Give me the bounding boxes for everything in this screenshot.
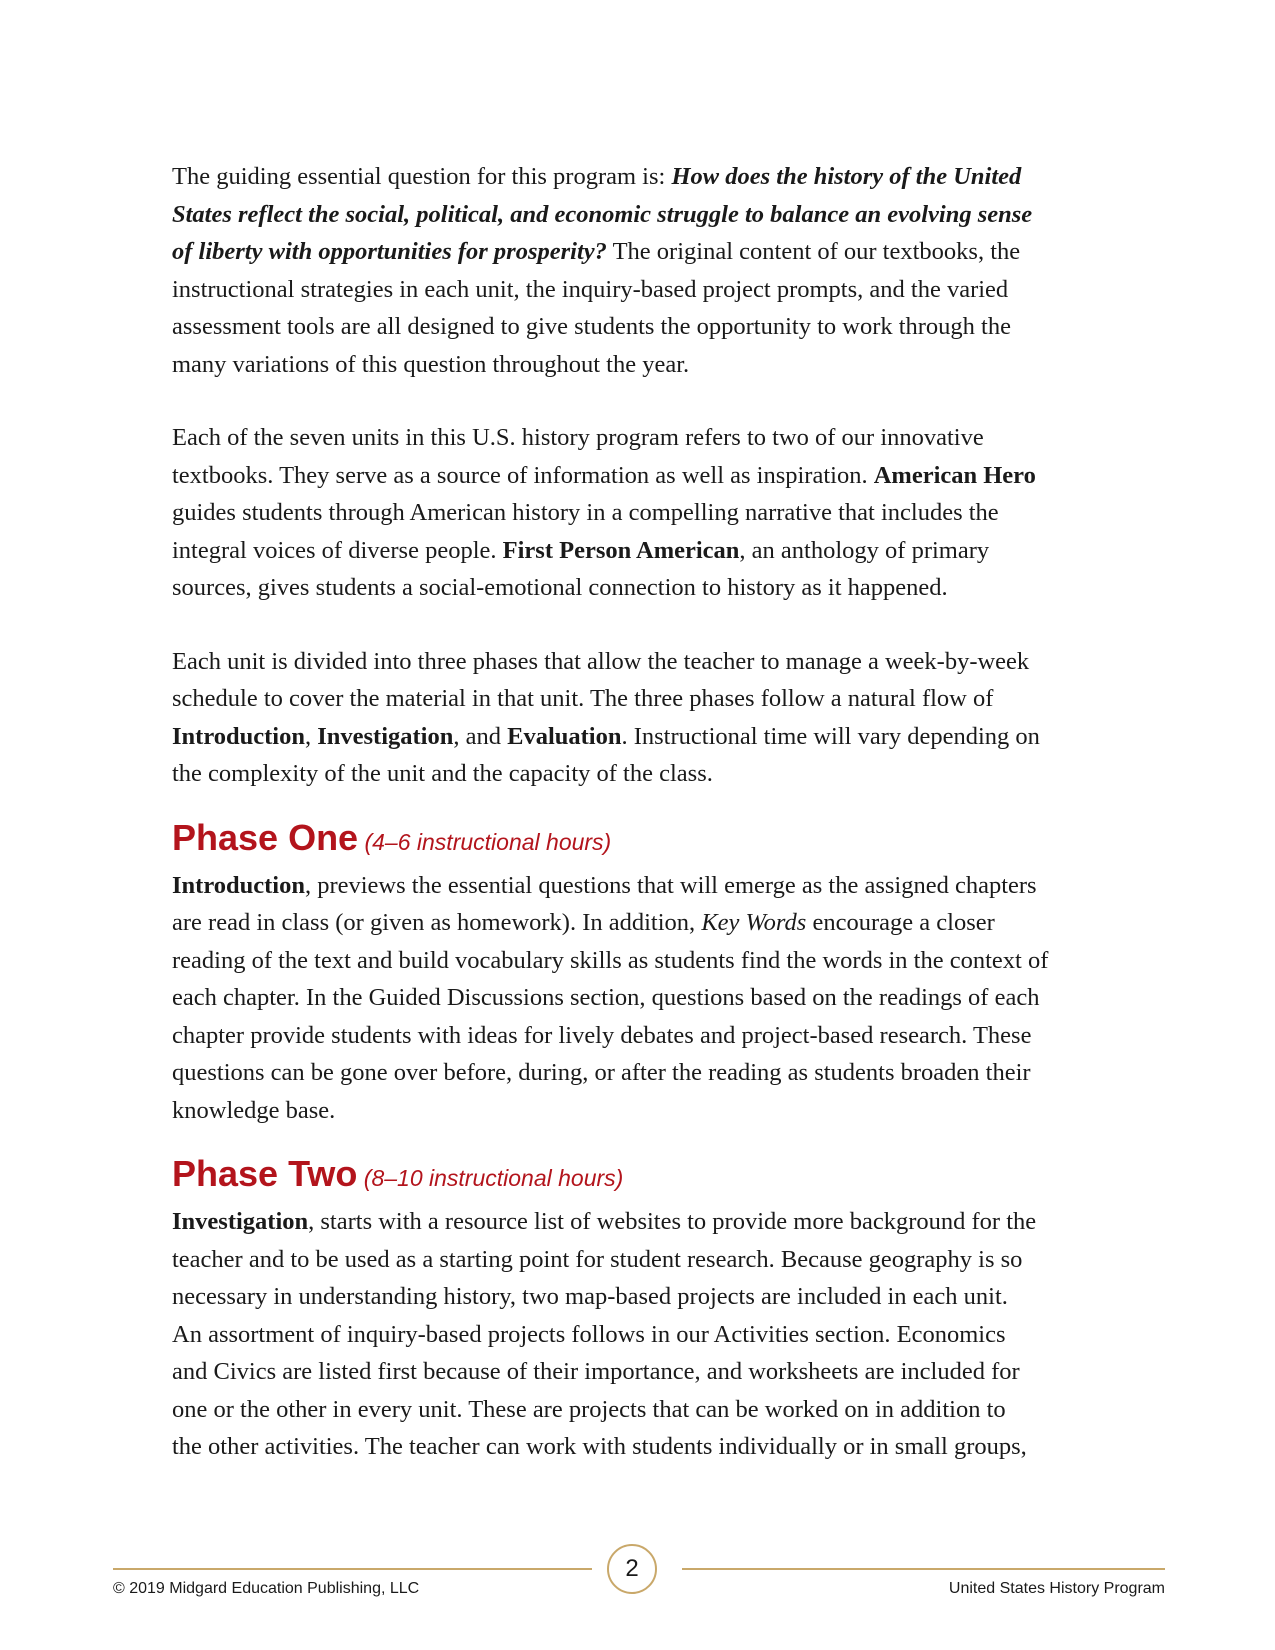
text-line: sources, gives students a social-emotional connection to history as it happened. [172, 574, 948, 601]
phase-name-introduction: Introduction [172, 871, 305, 899]
text-line: Investigation, starts with a resource list of websites to provide more background for the [172, 1208, 1037, 1235]
text-line: integral voices of diverse people. First Person American, an anthology of primary [172, 536, 990, 564]
text-line: Each unit is divided into three phases that allow the teacher to manage a week-by-week [172, 647, 1030, 675]
text-line: each chapter. In the Guided Discussions section, questions based on the readings of each [172, 984, 1040, 1011]
text-line: An assortment of inquiry-based projects follows in our Activities section. Economics [172, 1320, 1006, 1348]
phase-two-heading [172, 1149, 1112, 1199]
text-line: of liberty with opportunities for prosperity? The original content of our textbooks, the [172, 238, 1021, 265]
paragraph-phase-two [172, 1203, 1112, 1466]
text-line: many variations of this question throughout the year. [172, 350, 690, 378]
paragraph-phases [172, 643, 1112, 793]
text-line: knowledge base. [172, 1096, 336, 1124]
text-line: instructional strategies in each unit, the inquiry-based project prompts, and the varied [172, 275, 1009, 303]
text-line: chapter provide students with ideas for lively debates and project-based research. These [172, 1021, 1032, 1049]
paragraph-phase-one [172, 867, 1112, 1130]
text-line: Introduction, Investigation, and Evaluation. Instructional time will vary depending on [172, 722, 1040, 750]
paragraph-textbooks [172, 419, 1112, 607]
program-name: United States History Program [948, 1580, 1165, 1597]
phase-name-investigation: Investigation [317, 722, 454, 750]
text-line: schedule to cover the material in that unit. The three phases follow a natural flow of [172, 685, 994, 712]
text-line: and Civics are listed first because of their importance, and worksheets are included for [172, 1358, 1020, 1385]
text-line: teacher and to be used as a starting point for student research. Because geography is so [172, 1245, 1023, 1273]
page-number: 2 [607, 1544, 657, 1594]
phase-two-title: Phase Two [172, 1153, 358, 1194]
essential-question-emphasis: States reflect the social, political, and economic struggle to balance an evolving sense [172, 200, 1033, 228]
text-line: the complexity of the unit and the capacity of the class. [172, 760, 713, 787]
book-title-american-hero: American Hero [873, 461, 1036, 489]
text-line: textbooks. They serve as a source of information as well as inspiration. American Hero [172, 461, 1036, 489]
footer-divider-right [682, 1568, 1165, 1570]
text-line: the other activities. The teacher can work with students individually or in small groups, [172, 1433, 1027, 1460]
text-line: are read in class (or given as homework). In addition, Key Words encourage a closer [172, 909, 995, 936]
text-line: assessment tools are all designed to give students the opportunity to work through the [172, 313, 1011, 340]
phase-one-title: Phase One [172, 816, 359, 858]
essential-question-emphasis: How does the history of the United [671, 163, 1022, 190]
phase-name-investigation: Investigation [172, 1208, 309, 1235]
text-line: one or the other in every unit. These are projects that can be worked on in addition to [172, 1395, 1006, 1423]
text-line: The guiding essential question for this program is: How does the history of the United [172, 163, 1022, 190]
document-body [172, 158, 1112, 1502]
copyright-notice: © 2019 Midgard Education Publishing, LLC [113, 1580, 420, 1597]
book-title-first-person-american: First Person American [502, 536, 740, 564]
text-line: reading of the text and build vocabulary skills as students find the words in the context of [172, 946, 1049, 974]
footer-divider-left [113, 1568, 592, 1570]
text-line: questions can be gone over before, during, or after the reading as students broaden their [172, 1059, 1031, 1086]
phase-one-hours: (4–6 instructional hours) [358, 828, 612, 855]
phase-one-heading [172, 813, 1112, 863]
key-words-term: Key Words [701, 909, 807, 936]
paragraph-essential-question [172, 158, 1112, 383]
phase-name-evaluation: Evaluation [507, 722, 622, 750]
essential-question-emphasis: of liberty with opportunities for prosperity? [172, 238, 607, 265]
text-line: Each of the seven units in this U.S. history program refers to two of our innovative [172, 424, 984, 451]
text-line: Introduction, previews the essential questions that will emerge as the assigned chapters [172, 871, 1037, 899]
page-footer [0, 1540, 1275, 1620]
phase-name-introduction: Introduction [172, 722, 305, 750]
phase-two-hours: (8–10 instructional hours) [357, 1165, 624, 1191]
text-line: guides students through American history in a compelling narrative that includes the [172, 499, 999, 526]
text-line: necessary in understanding history, two map-based projects are included in each unit. [172, 1283, 1008, 1310]
